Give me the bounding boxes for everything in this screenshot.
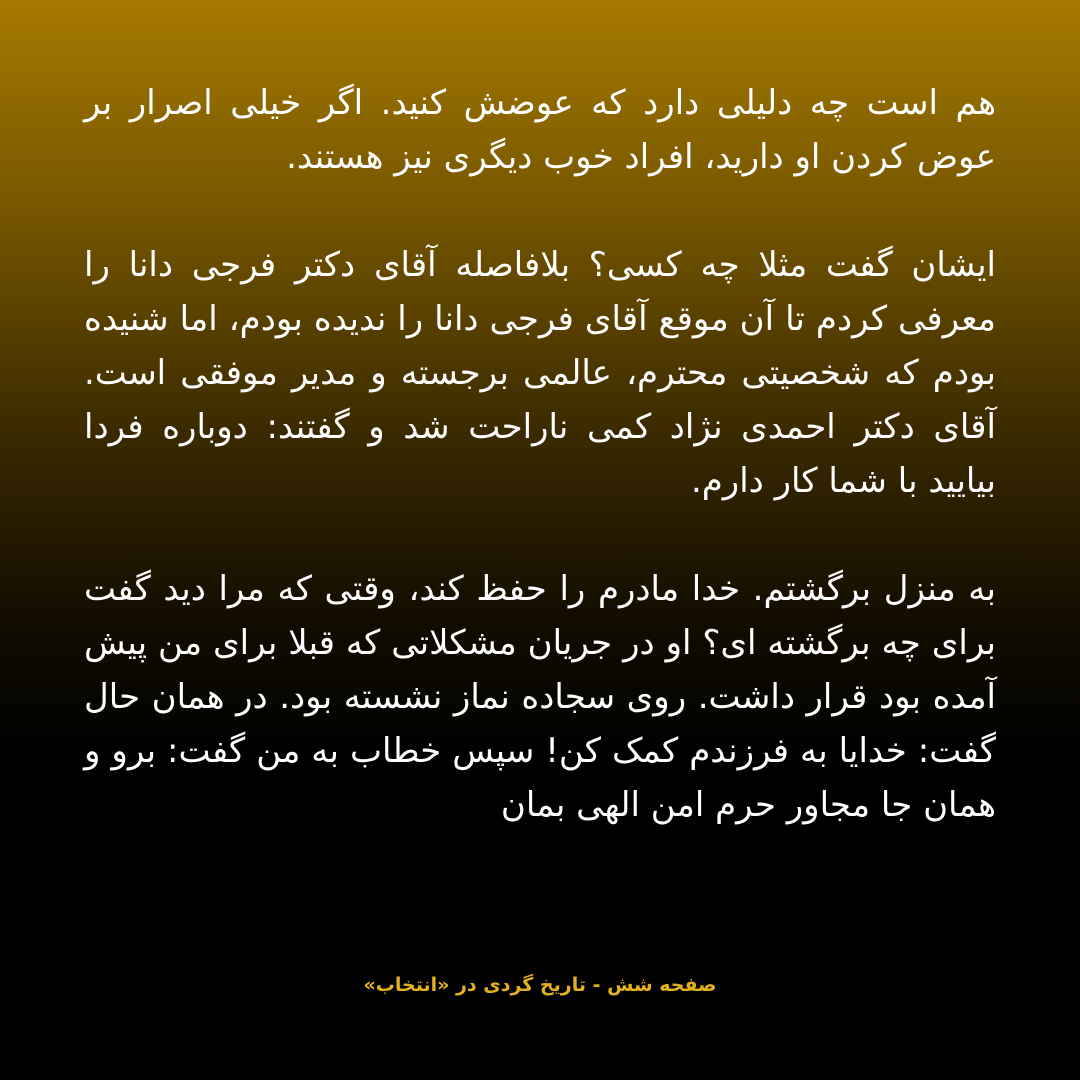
- paragraph-2: ایشان گفت مثلا چه کسی؟ بلافاصله آقای دکتر فرجی دانا را معرفی کردم تا آن موقع آقای فرجی دانا را ندیده بودم، اما شنیده بودم که شخصیتی محترم، عالمی برجسته و مدیر موفقی است. آقای دکتر احمدی نژاد کمی ناراحت شد و گفتند: دوباره فردا بیایید با شما کار دارم.: [84, 245, 996, 501]
- page-caption: صفحه شش - تاریخ گردی در «انتخاب»: [363, 974, 717, 996]
- body-text: [84, 76, 996, 832]
- paragraph-3: به منزل برگشتم. خدا مادرم را حفظ کند، وقتی که مرا دید گفت برای چه برگشته ای؟ او در جریان مشکلاتی که قبلا برای من پیش آمده بود قرار داشت. روی سجاده نماز نشسته بود. در همان حال گفت: خدایا به فرزندم کمک کن! سپس خطاب به من گفت: برو و همان جا مجاور حرم امن الهی بمان: [84, 569, 996, 825]
- paragraph-1: هم است چه دلیلی دارد که عوضش کنید. اگر خیلی اصرار بر عوض کردن او دارید، افراد خوب دیگری نیز هستند.: [84, 83, 996, 177]
